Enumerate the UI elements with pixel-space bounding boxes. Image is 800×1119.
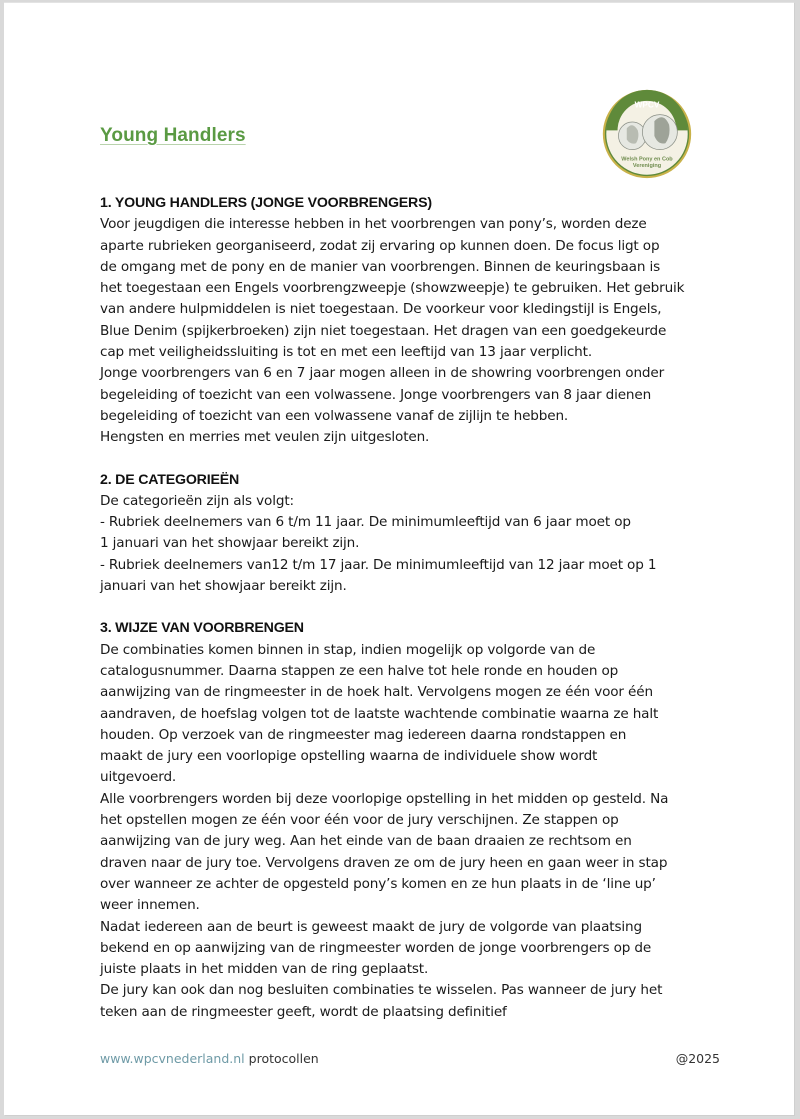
page-footer: [100, 1051, 720, 1066]
body-line: Blue Denim (spijkerbroeken) zijn niet toegestaan. Het dragen van een goedgekeurde: [100, 322, 667, 339]
body-line: draven naar de jury toe. Vervolgens draven ze om de jury heen en gaan weer in stap: [100, 854, 668, 871]
website-link[interactable]: www.wpcvnederland.nl: [100, 1051, 245, 1066]
copyright-text: @2025: [675, 1051, 720, 1066]
body-line: juiste plaats in het midden van de ring geplaatst.: [100, 961, 429, 978]
body-line: van andere hulpmiddelen is niet toegestaan. De voorkeur voor kledingstijl is Engels,: [100, 301, 662, 318]
body-line: het toegestaan een Engels voorbrengzweepje (showzweepje) te gebruiken. Het gebruik: [100, 280, 685, 297]
section-categorieen: [100, 470, 720, 598]
body-line: Jonge voorbrengers van 6 en 7 jaar mogen alleen in de showring voorbrengen onder: [100, 365, 665, 382]
body-line: aanwijzing van de ringmeester in de hoek halt. Vervolgens mogen ze één voor één: [100, 684, 653, 701]
logo-bottom-line1: Welsh Pony en Cob: [621, 156, 673, 163]
body-line: 1 januari van het showjaar bereikt zijn.: [100, 535, 360, 552]
body-line: Nadat iedereen aan de beurt is geweest maakt de jury de volgorde van plaatsing: [100, 918, 642, 935]
body-line: Hengsten en merries met veulen zijn uitgesloten.: [100, 429, 430, 446]
body-line: cap met veiligheidssluiting is tot en met een leeftijd van 13 jaar verplicht.: [100, 344, 592, 361]
wpcv-logo: [601, 88, 693, 180]
body-line: weer innemen.: [100, 897, 200, 914]
body-line: over wanneer ze achter de opgesteld pony’s komen en ze hun plaats in de ‘line up’: [100, 875, 656, 892]
body-line: Alle voorbrengers worden bij deze voorlopige opstelling in het midden op gesteld. Na: [100, 790, 669, 807]
document-page: [4, 2, 794, 1115]
section-young-handlers: [100, 193, 720, 449]
body-line: De jury kan ook dan nog besluiten combinaties te wisselen. Pas wanneer de jury het: [100, 982, 663, 999]
body-line: aanwijzing van de jury weg. Aan het einde van de baan draaien ze rechtsom en: [100, 833, 632, 850]
body-line: aparte rubrieken georganiseerd, zodat zij ervaring op kunnen doen. De focus ligt op: [100, 237, 660, 254]
section-heading: 2. DE CATEGORIEËN: [100, 471, 240, 488]
body-line: De categorieën zijn als volgt:: [100, 492, 294, 509]
body-line: de omgang met de pony en de manier van voorbrengen. Binnen de keuringsbaan is: [100, 258, 661, 275]
body-line: begeleiding of toezicht van een volwassene. Jonge voorbrengers van 8 jaar dienen: [100, 386, 652, 403]
body-line: De combinaties komen binnen in stap, indien mogelijk op volgorde van de: [100, 641, 596, 658]
body-line: uitgevoerd.: [100, 769, 177, 786]
body-line: begeleiding of toezicht van een volwassene vanaf de zijlijn te hebben.: [100, 407, 569, 424]
section-heading: 3. WIJZE VAN VOORBRENGEN: [100, 620, 304, 637]
body-line: maakt de jury een voorlopige opstelling waarna de individuele show wordt: [100, 748, 598, 765]
body-line: catalogusnummer. Daarna stappen ze een halve tot hele ronde en houden op: [100, 662, 619, 679]
section-wijze-van-voorbrengen: [100, 618, 720, 1023]
logo-top-text: WPCV: [634, 100, 660, 110]
body-line: het opstellen mogen ze één voor één voor de jury verschijnen. Ze stappen op: [100, 812, 619, 829]
body-line: - Rubriek deelnemers van12 t/m 17 jaar. De minimumleeftijd van 12 jaar moet op 1: [100, 556, 657, 573]
body-line: teken aan de ringmeester geeft, wordt de plaatsing definitief: [100, 1003, 507, 1020]
body-line: aandraven, de hoefslag volgen tot de laatste wachtende combinatie waarna ze halt: [100, 705, 659, 722]
body-line: Voor jeugdigen die interesse hebben in het voorbrengen van pony’s, worden deze: [100, 216, 647, 233]
body-line: houden. Op verzoek van de ringmeester mag iedereen daarna rondstappen en: [100, 726, 627, 743]
document-body: [100, 193, 720, 1044]
footer-suffix: protocollen: [244, 1051, 319, 1066]
footer-left: [100, 1051, 319, 1066]
page-title: Young Handlers: [100, 125, 246, 146]
body-line: januari van het showjaar bereikt zijn.: [100, 578, 347, 595]
body-line: - Rubriek deelnemers van 6 t/m 11 jaar. De minimumleeftijd van 6 jaar moet op: [100, 514, 631, 531]
logo-bottom-line2: Vereniging: [632, 163, 662, 170]
body-line: bekend en op aanwijzing van de ringmeester worden de jonge voorbrengers op de: [100, 939, 652, 956]
section-heading: 1. YOUNG HANDLERS (JONGE VOORBRENGERS): [100, 195, 432, 211]
